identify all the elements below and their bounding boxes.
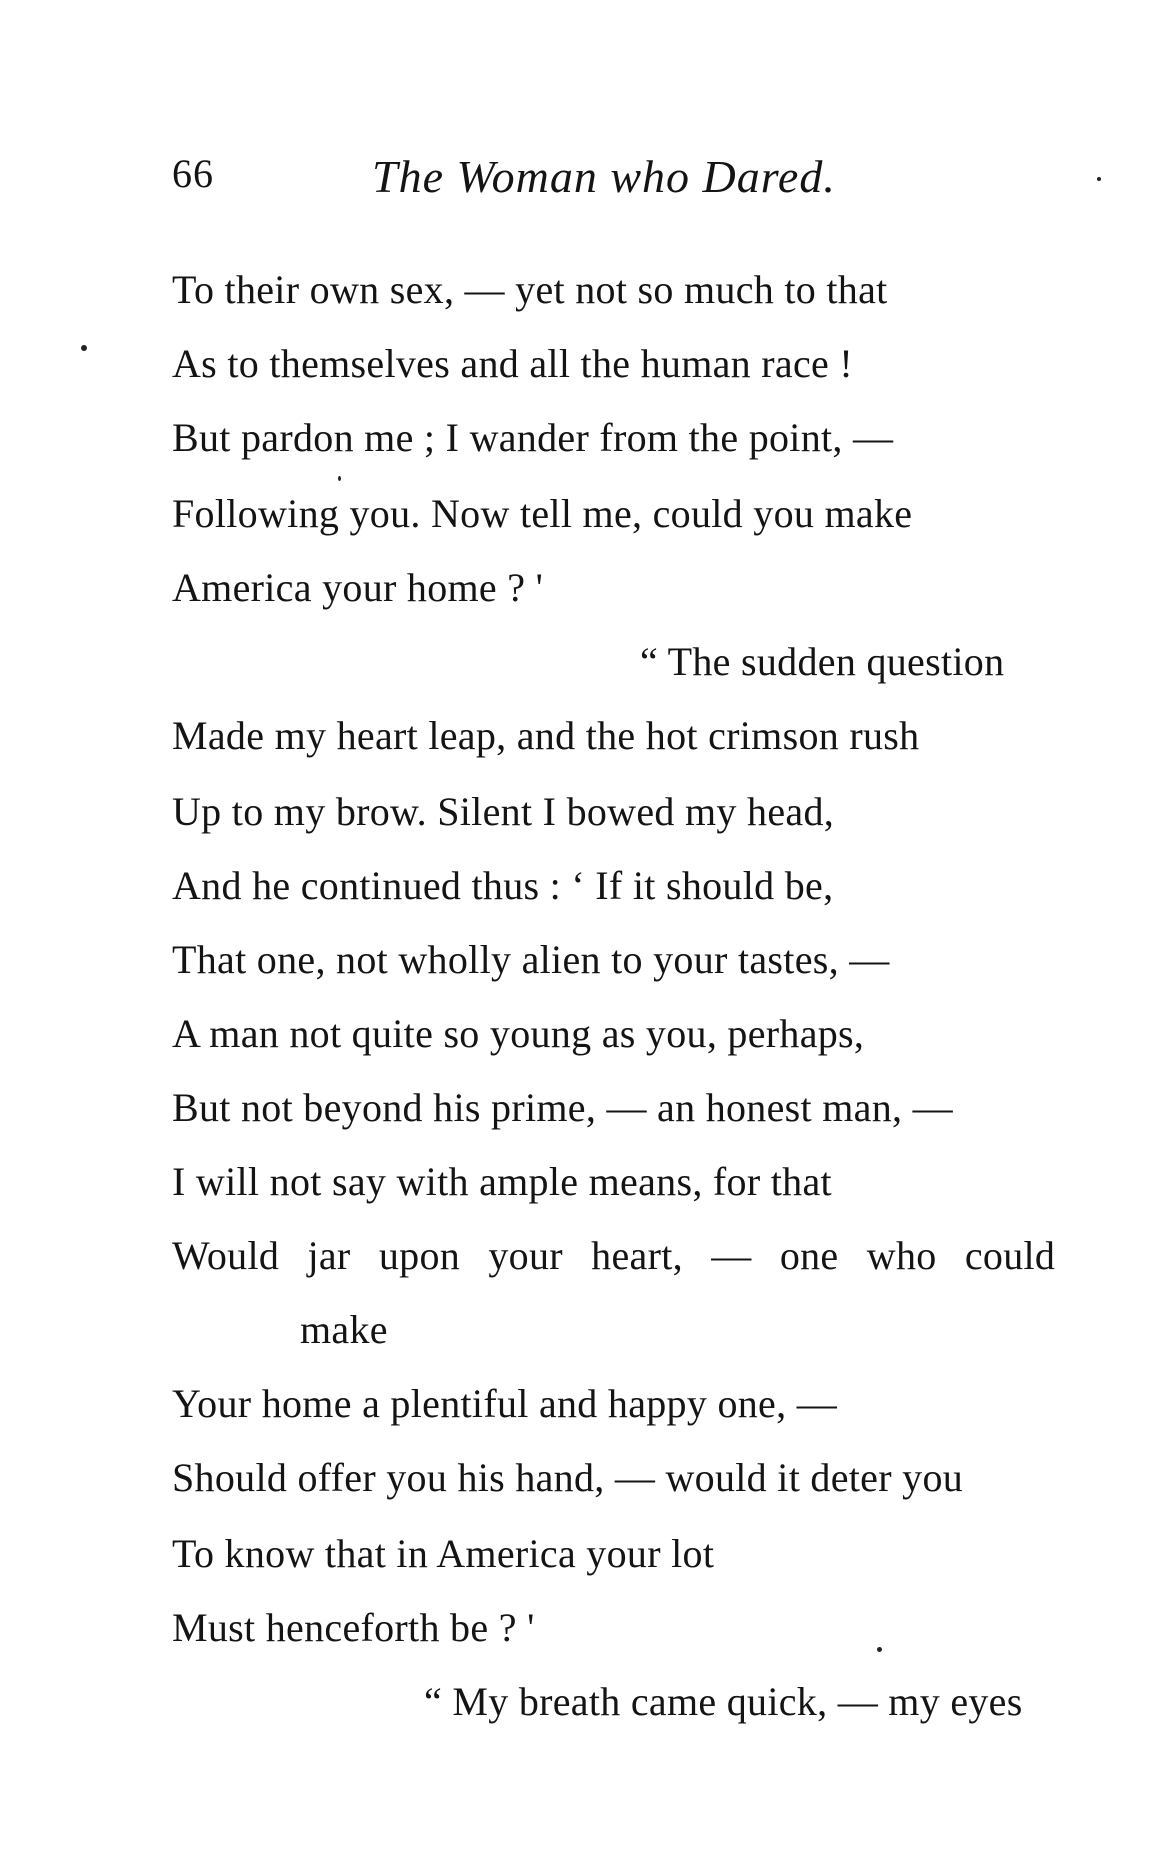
verse-line: Should offer you his hand, — would it deter you <box>172 1455 964 1500</box>
page-number: 66 <box>172 151 214 196</box>
print-speck <box>338 476 341 481</box>
verse-line: Up to my brow. Silent I bowed my head, <box>172 789 835 834</box>
verse-line: Would jar upon your heart, — one who could <box>172 1233 1056 1278</box>
print-speck <box>1097 177 1101 181</box>
verse-line: Made my heart leap, and the hot crimson rush <box>172 713 920 758</box>
verse-line: A man not quite so young as you, perhaps, <box>172 1011 865 1056</box>
print-speck <box>81 345 87 351</box>
verse-line: But not beyond his prime, — an honest man, — <box>172 1085 953 1130</box>
verse-line: Your home a plentiful and happy one, — <box>172 1381 838 1426</box>
verse-line: Following you. Now tell me, could you make <box>172 491 913 536</box>
page-header <box>0 150 1150 210</box>
verse-line: That one, not wholly alien to your tastes, — <box>172 937 890 982</box>
verse-line: As to themselves and all the human race ! <box>172 341 853 386</box>
verse-line-turnover: make <box>300 1307 388 1352</box>
running-title: The Woman who Dared. <box>372 151 836 202</box>
verse-line: Must henceforth be ? ' <box>172 1605 535 1650</box>
verse-line: America your home ? ' <box>172 565 544 610</box>
verse-line: But pardon me ; I wander from the point, — <box>172 415 894 460</box>
verse-line-indented: “ The sudden question <box>640 639 1005 684</box>
verse-line: I will not say with ample means, for that <box>172 1159 832 1204</box>
verse-line: And he continued thus : ‘ If it should be, <box>172 863 834 908</box>
verse-line: To their own sex, — yet not so much to that <box>172 267 888 312</box>
print-speck <box>877 1647 882 1652</box>
verse-line: To know that in America your lot <box>172 1531 715 1576</box>
verse-line-indented: “ My breath came quick, — my eyes <box>424 1679 1023 1724</box>
